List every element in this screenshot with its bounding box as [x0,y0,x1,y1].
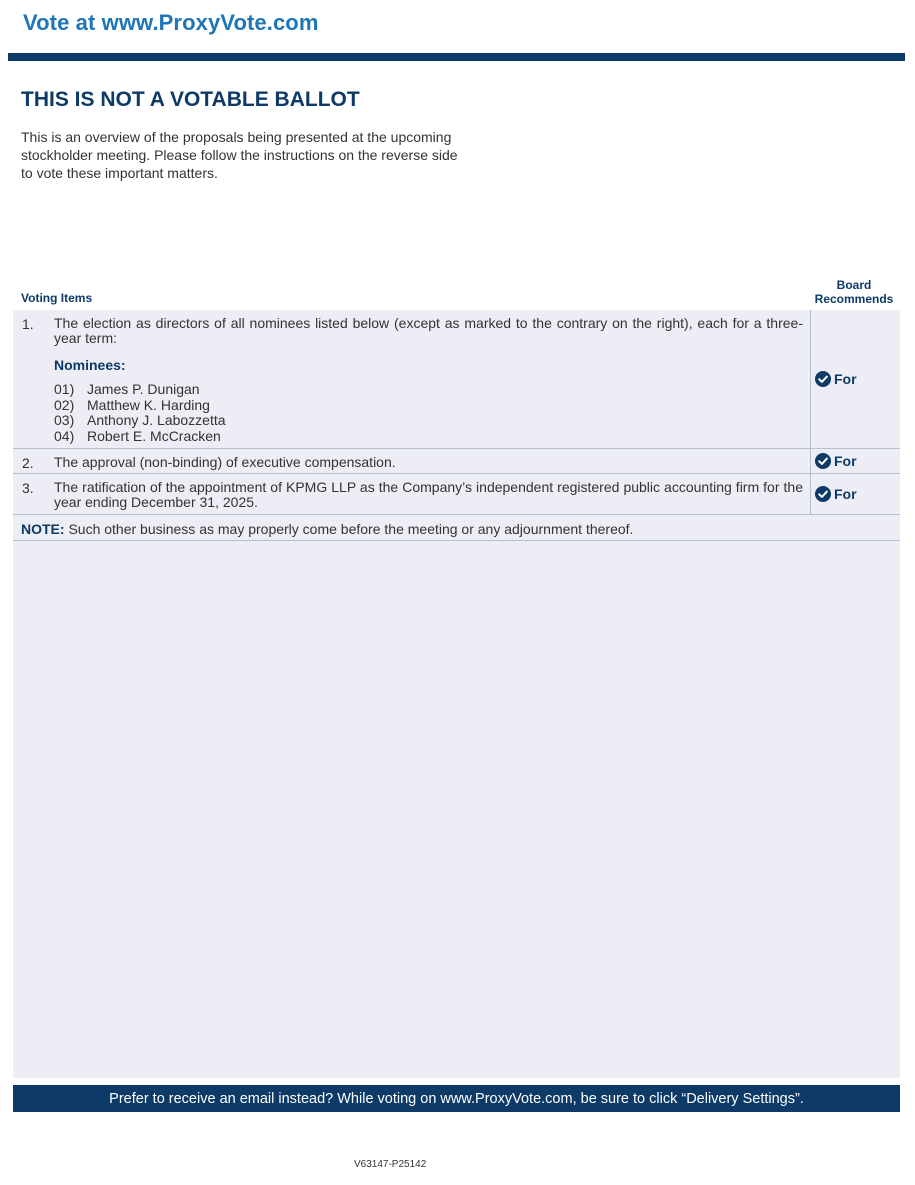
recommendation-label: For [834,453,857,469]
recommendation-label: For [834,371,857,387]
check-circle-icon [815,371,831,387]
item-number: 3. [22,480,34,496]
board-recommendation-cell [810,310,900,448]
nominee-name: Anthony J. Labozzetta [87,412,226,428]
column-header-board-line1: Board [836,278,872,292]
header-rule [8,53,905,61]
nominee-number: 03) [54,412,75,428]
nominee-item [54,413,226,429]
email-delivery-banner: Prefer to receive an email instead? While voting on www.ProxyVote.com, be sure to click “Delivery Settings”. [13,1085,900,1112]
note-label: NOTE: [21,521,65,537]
column-header-board-line2: Recommends [814,292,894,306]
column-header-voting-items: Voting Items [21,291,93,305]
nominee-item [54,429,226,445]
nominees-label: Nominees: [54,357,126,373]
nominee-number: 02) [54,396,75,413]
nominee-number: 04) [54,427,75,444]
intro-text: This is an overview of the proposals being presented at the upcoming stockholder meeting. Please follow the instructions on the reverse side to vote these important matters. [21,129,458,181]
voting-item-1 [13,310,900,449]
board-recommendation-cell [810,474,900,514]
nominee-name: Robert E. McCracken [87,427,221,444]
nominee-name: James P. Dunigan [87,381,200,397]
document-code: V63147-P25142 [354,1159,427,1170]
item-number: 1. [22,316,34,332]
site-link[interactable]: Vote at www.ProxyVote.com [23,10,319,35]
note-text [21,521,633,537]
item-text: The election as directors of all nominees listed below (except as marked to the contrary on the right), each for a three-year term: [54,315,803,346]
note-body: Such other business as may properly come before the meeting or any adjournment thereof. [64,521,634,537]
item-text: The approval (non-binding) of executive compensation. [54,454,396,470]
voting-item-2 [13,449,900,474]
nominee-list [54,382,226,444]
item-number: 2. [22,455,34,471]
page-title: THIS IS NOT A VOTABLE BALLOT [21,88,360,111]
column-header-board-recommends [808,278,900,306]
item-text: The ratification of the appointment of KPMG LLP as the Company’s independent registered public accounting firm for the year ending December 31, 2025. [54,479,803,510]
nominee-number: 01) [54,381,75,397]
check-circle-icon [815,453,831,469]
nominee-item [54,398,226,414]
nominee-item [54,382,226,398]
voting-item-3 [13,474,900,515]
note-row [13,515,900,541]
recommendation-label: For [834,486,857,502]
nominee-name: Matthew K. Harding [87,396,210,413]
board-recommendation-cell [810,449,900,473]
check-circle-icon [815,486,831,502]
